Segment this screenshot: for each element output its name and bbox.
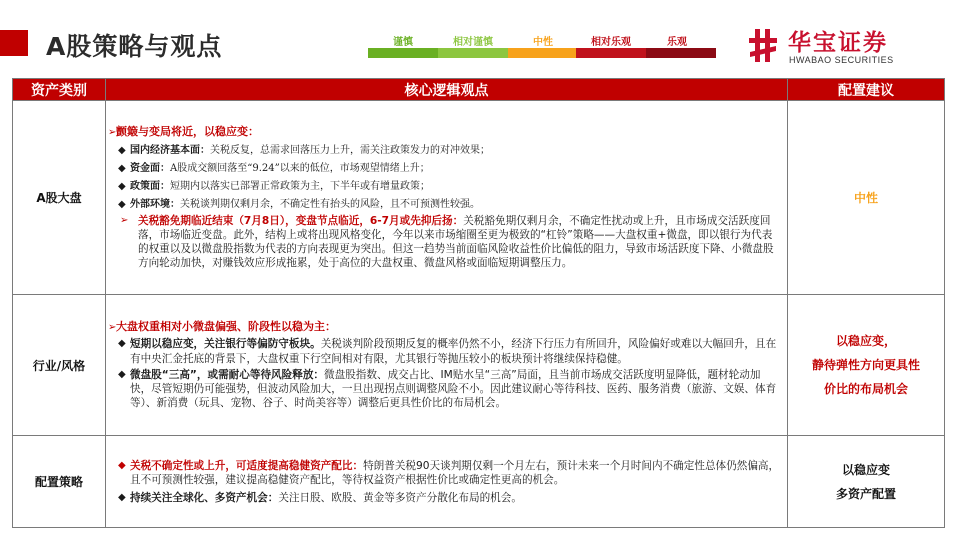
hwabao-logo-mark-icon [748, 26, 778, 64]
legend-label-cautious: 谨慎 [393, 37, 413, 48]
legend-bar-neutral [508, 48, 576, 58]
logo-name-cn: 华宝证券 [788, 30, 888, 56]
strategy-table [12, 78, 945, 528]
hwabao-logo [748, 26, 926, 66]
recommendation-line: 静待弹性方向更具性 [811, 358, 920, 373]
legend-label-optimistic: 乐观 [667, 37, 687, 48]
recommendation-line: 价比的布局机会 [823, 382, 908, 397]
table-header-row [13, 79, 945, 101]
list-item: ◆ 持续关注全球化、多资产机会：关注日股、欧股、黄金等多资产分散化布局的机会。 [118, 492, 522, 505]
recommendation-line: 以稳应变 [841, 462, 890, 477]
list-item: ◆ 国内经济基本面：关税反复，总需求回落压力上升，需关注政策发力的对冲效果； [118, 144, 490, 156]
recommendation-line: 以稳应变， [835, 334, 896, 349]
header-allocation-advice: 配置建议 [788, 79, 945, 101]
recommendation-line: 多资产配置 [835, 486, 896, 501]
list-item: ◆ 政策面：短期内以落实已部署正常政策为主，下半年或有增量政策； [118, 180, 430, 192]
legend-bar-relatively-cautious [438, 48, 508, 58]
logic-cell [106, 436, 788, 528]
sentiment-legend [368, 33, 716, 59]
header-asset-class: 资产类别 [13, 79, 106, 101]
category-cell: 行业/风格 [13, 295, 106, 436]
legend-bar-optimistic [646, 48, 716, 58]
legend-bar-relatively-optimistic [576, 48, 646, 58]
category-cell: A股大盘 [13, 101, 106, 295]
sub-item: ➢ 关税豁免期临近结束（7月8日），变盘节点临近，6-7月或先抑后扬：关税豁免期仅剩月余，不确定性扰动或上升，且市场成交活跃度回落，市场临近变盘。此外，结构上或将出现风格变化，今年以来市场缩圈至更为极致的“杠铃”策略——大盘权重+微盘，即以银行为代表的权重以及以微盘股指数为代表的方向表现更为突出。但这一趋势当前面临风险收益性价比偏低的阻力，导致市场活跃度下降、小微盘股方向轮动加快，对赚钱效应形成拖累，处于高位的大盘权重、微盘风格或面临短期调整压力。 [120, 214, 774, 270]
list-item: ◆ 资金面：A股成交额回落至“9.24”以来的低位，市场观望情绪上升； [118, 162, 430, 174]
legend-label-relatively-cautious: 相对谨慎 [453, 37, 493, 48]
table-row-sector-style [13, 295, 945, 436]
table-row-market [13, 101, 945, 295]
list-item: ◆ 微盘股“三高”，或需耐心等待风险释放：微盘股指数、成交占比、IM贴水呈“三高”局面，且当前市场成交活跃度明显降低，题材轮动加快，尽管短期仍可能强势，但波动风险加大，一旦出现拐点则调整风险不小。因此建议耐心等待科技、医药、服务消费（旅游、文娱、体育等）、新消费（玩具、宠物、谷子、时尚美容等）调整后更具性价比的布局机会。 [118, 368, 777, 410]
list-item: ◆ 短期以稳应变，关注银行等偏防守板块。关税谈判阶段预期反复的概率仍然不小，经济下行压力有所回升，风险偏好或难以大幅回升，且在有中央汇金托底的背景下，大盘权重下行空间相对有限，尤其银行等抛压较小的板块预计将继续保持稳健。 [118, 338, 777, 365]
list-item: ◆ 外部环境：关税谈判期仅剩月余，不确定性有抬头的风险，且不可预测性较强。 [118, 198, 480, 210]
section-heading: ➢大盘权重相对小微盘偏强、阶段性以稳为主： [108, 320, 336, 334]
header-core-logic: 核心逻辑观点 [106, 79, 788, 101]
recommendation-cell [788, 295, 945, 436]
table-row-allocation [13, 436, 945, 528]
recommendation-cell: 中性 [788, 101, 945, 295]
logo-name-en: HWABAO SECURITIES [789, 55, 894, 65]
recommendation-cell [788, 436, 945, 528]
title-accent-bar [0, 30, 28, 56]
list-item: ◆ 关税不确定性或上升，可适度提高稳健资产配比：特朗普关税90天谈判期仅剩一个月左右，预计未来一个月时间内不确定性总体仍然偏高，且不可预测性较强，建议提高稳健资产配比，等待权益资产根据性价比或确定性更高的机会。 [118, 459, 780, 487]
logic-cell [106, 101, 788, 295]
category-cell: 配置策略 [13, 436, 106, 528]
section-heading: ➢颤簸与变局将近，以稳应变： [108, 124, 259, 138]
legend-label-relatively-optimistic: 相对乐观 [591, 37, 631, 48]
page-title: A股策略与观点 [46, 32, 223, 61]
legend-bar-cautious [368, 48, 438, 58]
logic-cell [106, 295, 788, 436]
legend-label-neutral: 中性 [533, 37, 553, 48]
